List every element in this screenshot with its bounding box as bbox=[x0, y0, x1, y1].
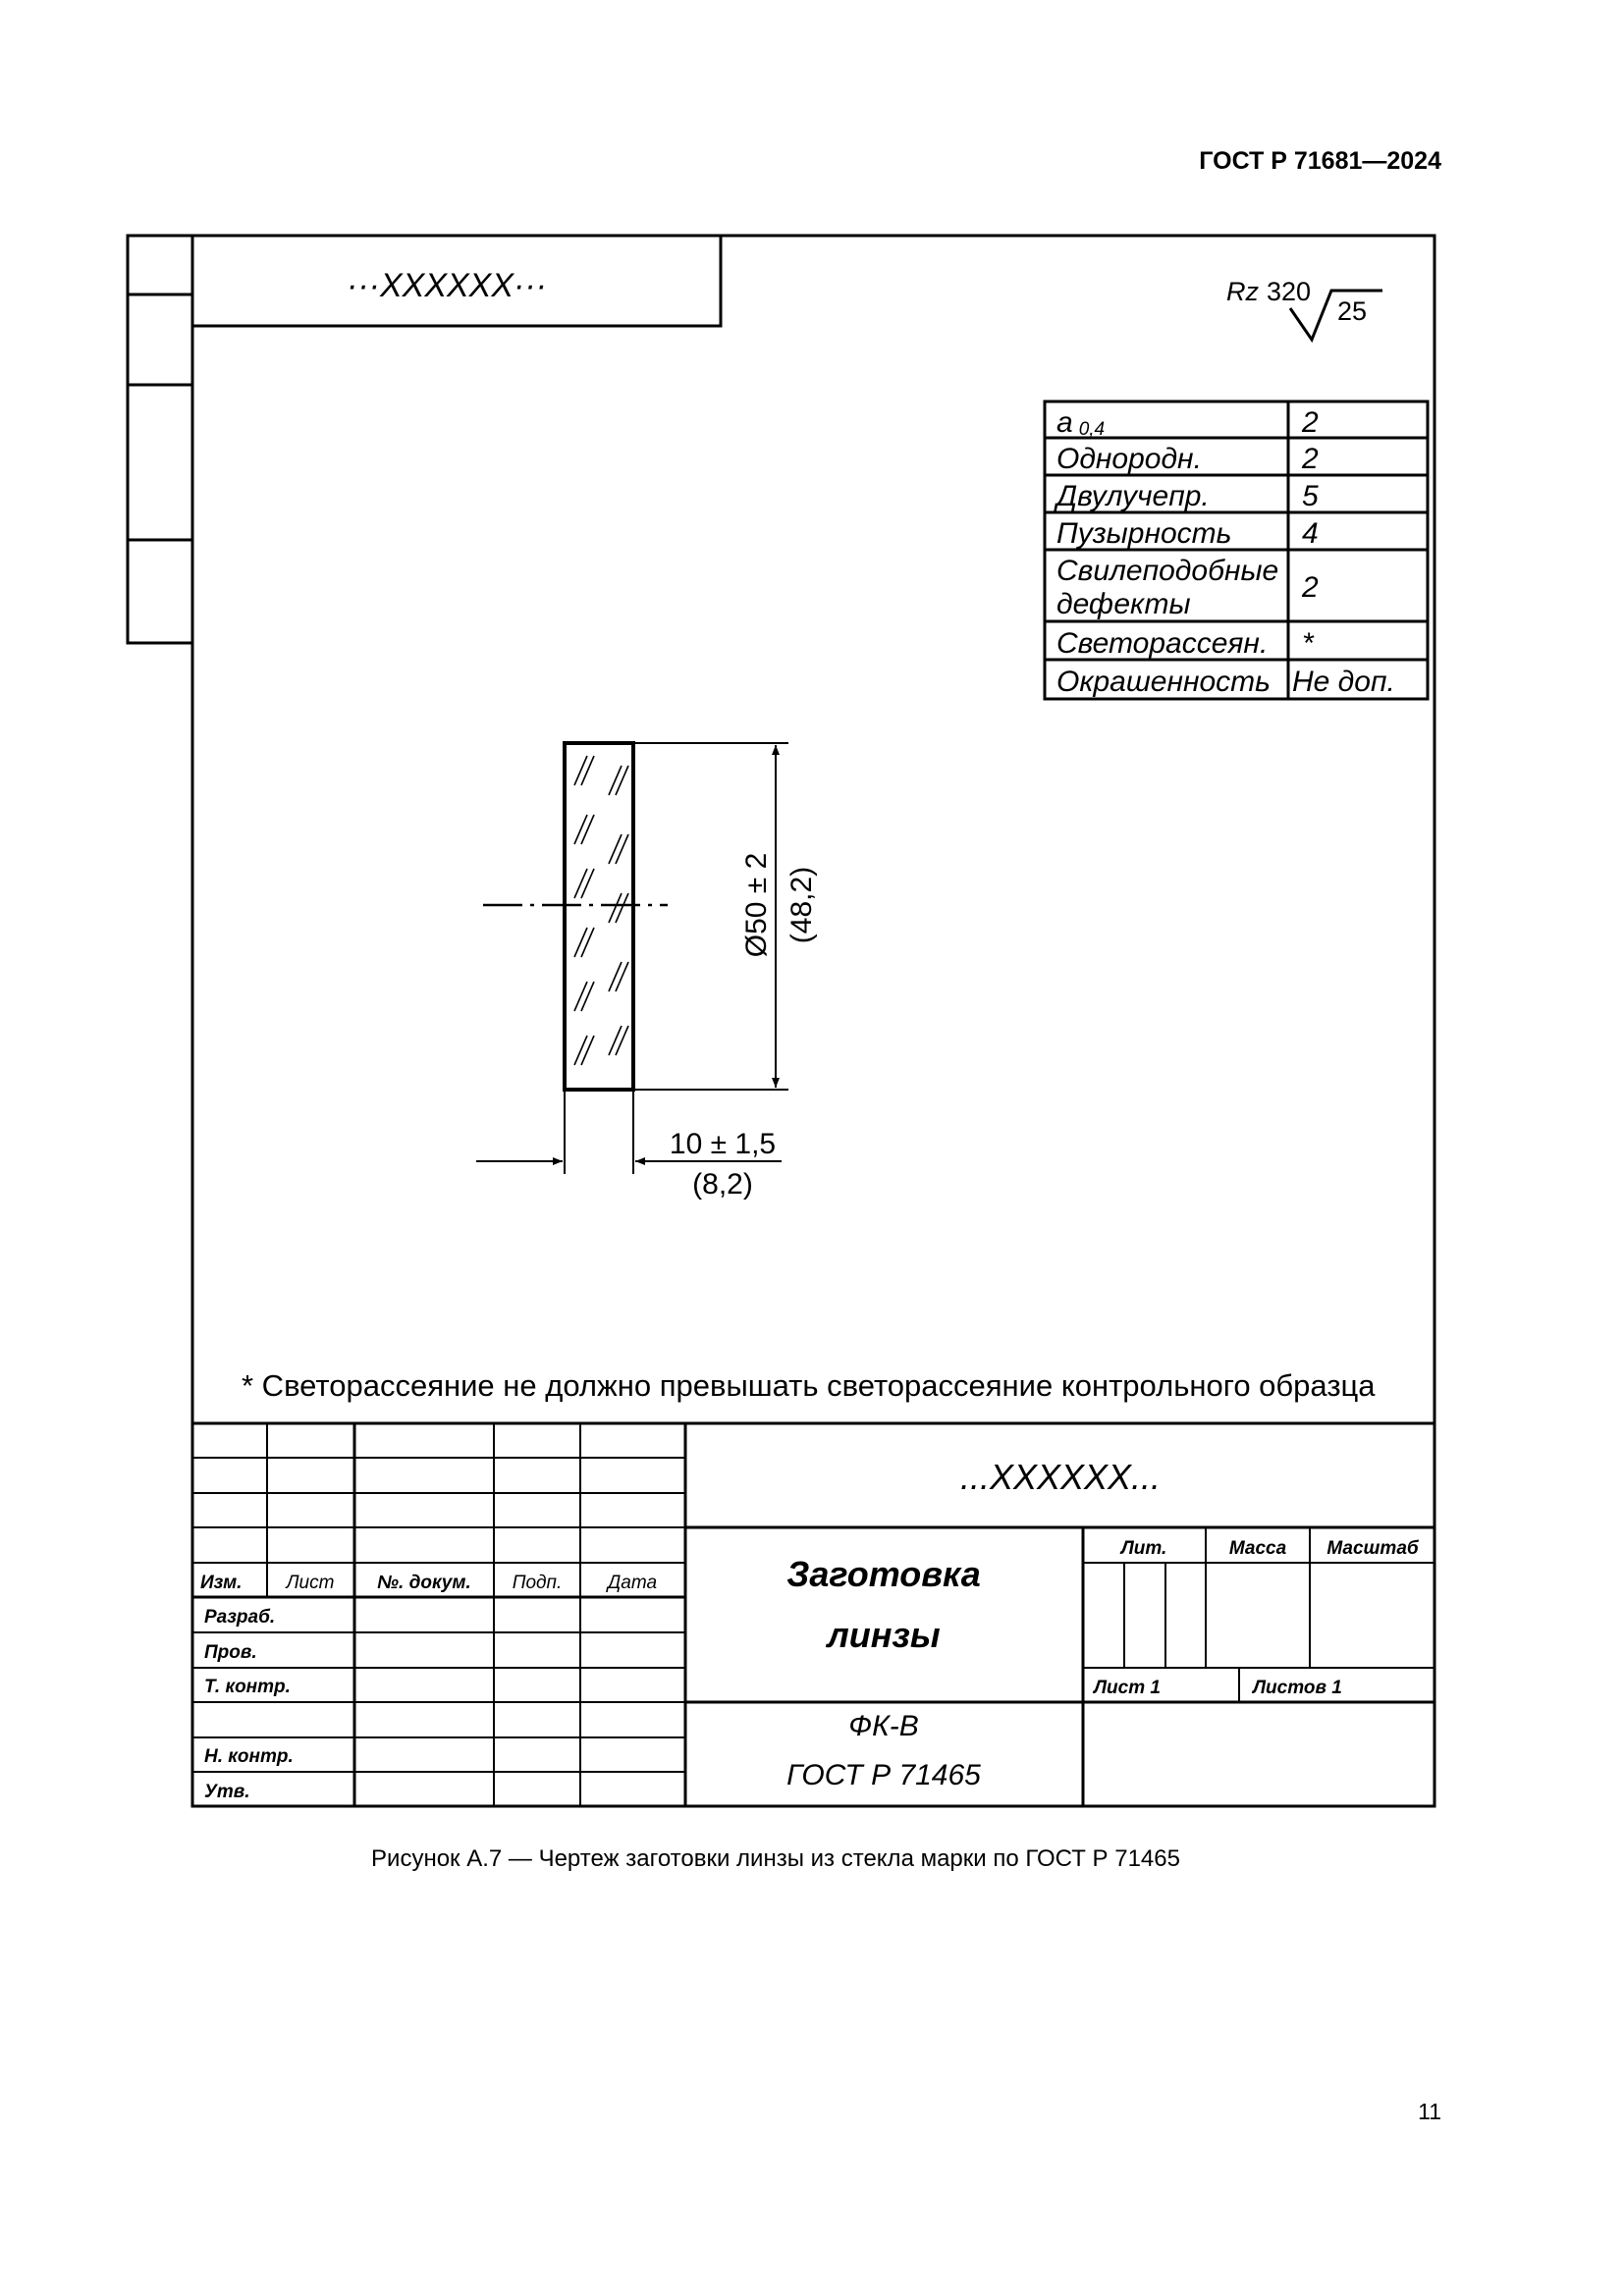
document-id: ГОСТ Р 71681—2024 bbox=[1199, 147, 1441, 175]
mass-label: Масса bbox=[1228, 1538, 1287, 1559]
thickness-ref-label: (8,2) bbox=[692, 1168, 753, 1201]
root-value: 25 bbox=[1337, 296, 1368, 326]
prop-label-bubbles: Пузырность bbox=[1056, 517, 1232, 550]
frame bbox=[128, 236, 1435, 1806]
col-header-change: Изм. bbox=[200, 1573, 243, 1593]
role-checker: Пров. bbox=[204, 1642, 257, 1663]
prop-value-coloring: Не доп. bbox=[1292, 666, 1395, 698]
properties-table bbox=[1045, 401, 1428, 699]
prop-label-striae-line2: дефекты bbox=[1056, 588, 1191, 620]
title-line2: линзы bbox=[827, 1615, 941, 1655]
prop-value-birefringence: 5 bbox=[1302, 480, 1319, 512]
title-block-mark: ...XXXXXX... bbox=[959, 1457, 1162, 1497]
prop-value-homogeneity: 2 bbox=[1302, 443, 1319, 475]
prop-label-birefringence: Двулучепр. bbox=[1056, 480, 1210, 512]
prop-value-scattering: * bbox=[1302, 627, 1314, 660]
diameter-label: Ø50 ± 2 bbox=[740, 852, 773, 958]
page-number: 11 bbox=[1418, 2099, 1441, 2124]
prop-value-striae: 2 bbox=[1302, 571, 1319, 604]
prop-label-scattering: Светорассеян. bbox=[1056, 627, 1269, 660]
scale-label: Масштаб bbox=[1326, 1538, 1419, 1559]
prop-label-absorption: a 0,4 bbox=[1056, 406, 1106, 440]
role-norm-control: Н. контр. bbox=[204, 1746, 294, 1767]
top-mark: ···XXXXXX··· bbox=[347, 267, 547, 304]
title-block bbox=[192, 1423, 1435, 1806]
prop-label-coloring: Окрашенность bbox=[1056, 666, 1271, 698]
lens-blank bbox=[483, 743, 668, 1090]
col-header-signature: Подп. bbox=[512, 1573, 563, 1593]
sheet-label: Лист 1 bbox=[1094, 1678, 1161, 1698]
material-standard: ГОСТ Р 71465 bbox=[786, 1759, 981, 1791]
role-approved: Утв. bbox=[204, 1782, 250, 1802]
figure-caption: Рисунок А.7 — Чертеж заготовки линзы из стекла марки по ГОСТ Р 71465 bbox=[371, 1845, 1180, 1872]
col-header-date: Дата bbox=[607, 1573, 658, 1593]
roughness-symbol bbox=[1226, 277, 1382, 340]
rz-value: 320 bbox=[1267, 277, 1312, 306]
rz-label: Rz bbox=[1226, 277, 1259, 306]
role-tech-control: Т. контр. bbox=[204, 1677, 291, 1697]
prop-value-absorption: 2 bbox=[1302, 406, 1319, 439]
sheets-label: Листов 1 bbox=[1253, 1678, 1342, 1698]
diameter-ref-label: (48,2) bbox=[785, 866, 818, 944]
prop-value-bubbles: 4 bbox=[1302, 517, 1319, 550]
material-grade: ФК-В bbox=[848, 1710, 919, 1742]
col-header-sheet: Лист bbox=[286, 1573, 335, 1593]
title-line1: Заготовка bbox=[786, 1554, 981, 1594]
prop-label-homogeneity: Однородн. bbox=[1056, 443, 1202, 475]
thickness-label: 10 ± 1,5 bbox=[669, 1128, 777, 1160]
scattering-note: * Светорассеяние не должно превышать светорассеяние контрольного образца bbox=[242, 1368, 1376, 1403]
role-developer: Разраб. bbox=[204, 1607, 276, 1628]
lit-label: Лит. bbox=[1120, 1538, 1167, 1559]
prop-label-striae-line1: Свилеподобные bbox=[1056, 555, 1279, 587]
col-header-doc-no: №. докум. bbox=[377, 1573, 471, 1593]
